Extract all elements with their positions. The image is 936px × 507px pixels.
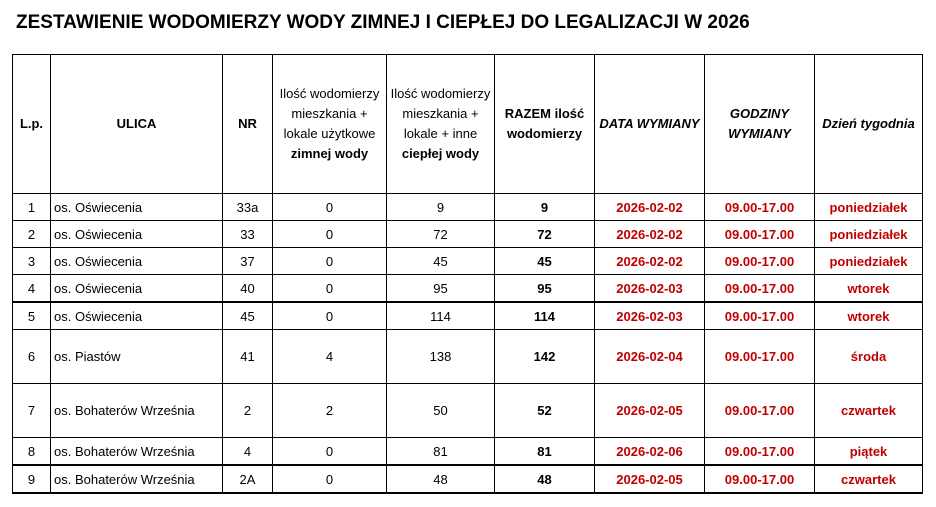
cell-ulica: os. Bohaterów Września <box>51 465 223 493</box>
header-zimna-bold: zimnej wody <box>290 146 369 161</box>
cell-razem: 48 <box>495 465 595 493</box>
cell-lp: 7 <box>13 384 51 438</box>
cell-godziny: 09.00-17.00 <box>705 275 815 303</box>
table-row <box>13 302 923 330</box>
cell-ulica: os. Piastów <box>51 330 223 384</box>
cell-data: 2026-02-02 <box>595 248 705 275</box>
cell-godziny: 09.00-17.00 <box>705 302 815 330</box>
header-dzien: Dzień tygodnia <box>815 55 923 194</box>
cell-lp: 8 <box>13 438 51 466</box>
cell-data: 2026-02-03 <box>595 275 705 303</box>
cell-razem: 81 <box>495 438 595 466</box>
table-row <box>13 248 923 275</box>
header-ciepla <box>387 55 495 194</box>
cell-nr: 33 <box>223 221 273 248</box>
cell-ciepla: 95 <box>387 275 495 303</box>
cell-data: 2026-02-04 <box>595 330 705 384</box>
cell-ulica: os. Oświecenia <box>51 194 223 221</box>
cell-data: 2026-02-02 <box>595 194 705 221</box>
cell-dzien: poniedziałek <box>815 248 923 275</box>
cell-godziny: 09.00-17.00 <box>705 330 815 384</box>
cell-razem: 142 <box>495 330 595 384</box>
table-row <box>13 384 923 438</box>
cell-lp: 3 <box>13 248 51 275</box>
cell-razem: 114 <box>495 302 595 330</box>
cell-dzien: środa <box>815 330 923 384</box>
cell-dzien: czwartek <box>815 384 923 438</box>
cell-lp: 2 <box>13 221 51 248</box>
cell-zimna: 0 <box>273 438 387 466</box>
table-row <box>13 465 923 493</box>
cell-lp: 4 <box>13 275 51 303</box>
cell-ulica: os. Bohaterów Września <box>51 384 223 438</box>
cell-razem: 9 <box>495 194 595 221</box>
header-lp: L.p. <box>13 55 51 194</box>
cell-data: 2026-02-05 <box>595 384 705 438</box>
cell-dzien: piątek <box>815 438 923 466</box>
cell-ciepla: 48 <box>387 465 495 493</box>
cell-data: 2026-02-02 <box>595 221 705 248</box>
cell-lp: 5 <box>13 302 51 330</box>
cell-zimna: 2 <box>273 384 387 438</box>
cell-dzien: poniedziałek <box>815 221 923 248</box>
cell-ciepla: 72 <box>387 221 495 248</box>
cell-ciepla: 45 <box>387 248 495 275</box>
cell-zimna: 4 <box>273 330 387 384</box>
table-row <box>13 221 923 248</box>
cell-godziny: 09.00-17.00 <box>705 221 815 248</box>
header-ciepla-bold: ciepłej wody <box>401 146 480 161</box>
meters-table <box>12 54 923 494</box>
cell-nr: 41 <box>223 330 273 384</box>
table-row <box>13 194 923 221</box>
table-row <box>13 330 923 384</box>
cell-nr: 37 <box>223 248 273 275</box>
cell-ulica: os. Oświecenia <box>51 248 223 275</box>
cell-ulica: os. Oświecenia <box>51 221 223 248</box>
cell-nr: 4 <box>223 438 273 466</box>
table-row <box>13 438 923 466</box>
header-ulica: ULICA <box>51 55 223 194</box>
cell-zimna: 0 <box>273 248 387 275</box>
cell-dzien: wtorek <box>815 302 923 330</box>
cell-dzien: wtorek <box>815 275 923 303</box>
table-row <box>13 275 923 303</box>
header-row <box>13 55 923 194</box>
header-zimna <box>273 55 387 194</box>
header-data: DATA WYMIANY <box>595 55 705 194</box>
cell-razem: 45 <box>495 248 595 275</box>
cell-zimna: 0 <box>273 221 387 248</box>
header-nr: NR <box>223 55 273 194</box>
cell-nr: 2 <box>223 384 273 438</box>
cell-zimna: 0 <box>273 302 387 330</box>
cell-dzien: czwartek <box>815 465 923 493</box>
cell-lp: 1 <box>13 194 51 221</box>
header-ciepla-prefix: Ilość wodomierzy mieszkania + lokale + inne <box>390 86 491 141</box>
cell-nr: 45 <box>223 302 273 330</box>
cell-zimna: 0 <box>273 194 387 221</box>
cell-ciepla: 114 <box>387 302 495 330</box>
cell-nr: 2A <box>223 465 273 493</box>
cell-data: 2026-02-06 <box>595 438 705 466</box>
header-godziny: GODZINY WYMIANY <box>705 55 815 194</box>
cell-zimna: 0 <box>273 275 387 303</box>
cell-razem: 52 <box>495 384 595 438</box>
cell-lp: 6 <box>13 330 51 384</box>
cell-nr: 33a <box>223 194 273 221</box>
cell-data: 2026-02-03 <box>595 302 705 330</box>
cell-lp: 9 <box>13 465 51 493</box>
document-title: ZESTAWIENIE WODOMIERZY WODY ZIMNEJ I CIEPŁEJ DO LEGALIZACJI W 2026 <box>16 12 750 33</box>
cell-godziny: 09.00-17.00 <box>705 194 815 221</box>
cell-ciepla: 138 <box>387 330 495 384</box>
header-razem: RAZEM ilość wodomierzy <box>495 55 595 194</box>
cell-razem: 72 <box>495 221 595 248</box>
cell-zimna: 0 <box>273 465 387 493</box>
cell-nr: 40 <box>223 275 273 303</box>
cell-ciepla: 81 <box>387 438 495 466</box>
cell-ulica: os. Oświecenia <box>51 302 223 330</box>
cell-ulica: os. Bohaterów Września <box>51 438 223 466</box>
cell-ciepla: 9 <box>387 194 495 221</box>
cell-godziny: 09.00-17.00 <box>705 384 815 438</box>
cell-godziny: 09.00-17.00 <box>705 248 815 275</box>
cell-godziny: 09.00-17.00 <box>705 465 815 493</box>
cell-data: 2026-02-05 <box>595 465 705 493</box>
cell-ulica: os. Oświecenia <box>51 275 223 303</box>
cell-razem: 95 <box>495 275 595 303</box>
cell-dzien: poniedziałek <box>815 194 923 221</box>
cell-ciepla: 50 <box>387 384 495 438</box>
header-zimna-prefix: Ilość wodomierzy mieszkania + lokale użytkowe <box>279 86 380 141</box>
cell-godziny: 09.00-17.00 <box>705 438 815 466</box>
